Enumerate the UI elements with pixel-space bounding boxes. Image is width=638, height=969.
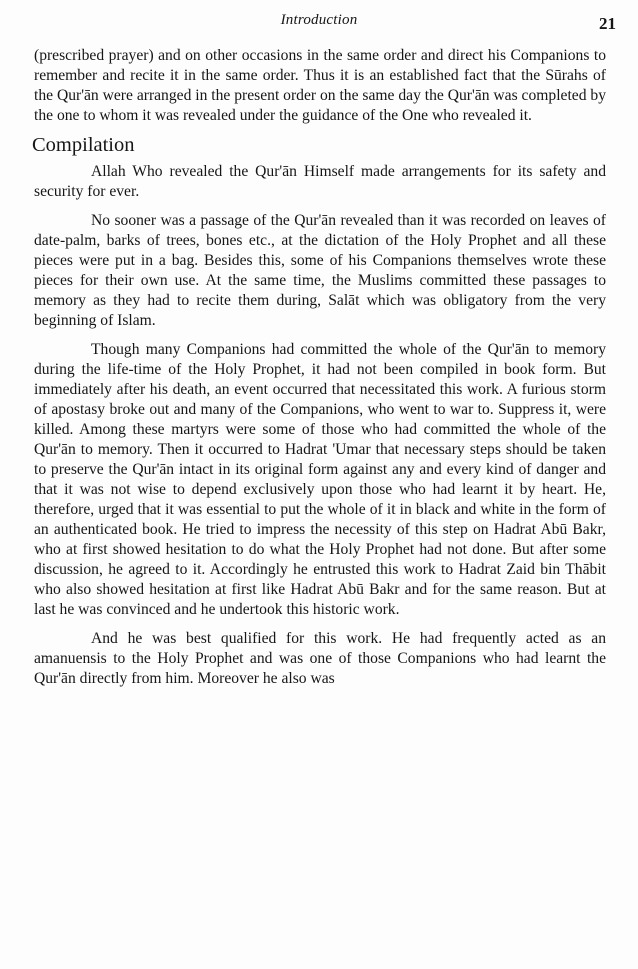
paragraph-continued: (prescribed prayer) and on other occasions in the same order and direct his Companions to remember and recite it in the same order. Thus it is an established fact that the Sūrahs of the Qur'ān were arranged in the present order on the same day the Qur'ān was completed by the one to whom it was revealed under the guidance of the One who revealed it. (34, 47, 606, 124)
paragraph: Though many Companions had committed the whole of the Qur'ān to memory during the life-time of the Holy Prophet, it had not been compiled in book form. But immediately after his death, an event occurred that necessitated this work. A furious storm of apostasy broke out and many of the Companions, who went to war to. Suppress it, were killed. Among these martyrs were some of those who had committed the whole of the Qur'ān to memory. Then it occurred to Hadrat 'Umar that necessary steps should be taken to preserve the Qur'ān intact in its original form against any and every kind of danger and that it was not wise to depend exclusively upon those who had learnt it by heart. He, therefore, urged that it was essential to put the whole of it in black and white in the form of an authenticated book. He tried to impress the necessity of this step on Hadrat Abū Bakr, who at first showed hesitation to do what the Holy Prophet had not done. But after some discussion, he agreed to it. Accordingly he entrusted this work to Hadrat Zaid bin Thābit who also showed hesitation at first like Hadrat Abū Bakr and for the same reason. But at last he was convinced and he undertook this historic work. (34, 341, 606, 618)
running-title: Introduction (280, 12, 358, 28)
paragraph: And he was best qualified for this work. He had frequently acted as an amanuensis to the Holy Prophet and was one of those Companions who had learnt the Qur'ān directly from him. Moreover he also was (34, 630, 606, 687)
page-body (34, 46, 606, 689)
section-heading: Compilation (32, 134, 135, 156)
paragraph: Allah Who revealed the Qur'ān Himself made arrangements for its safety and security for ever. (34, 163, 606, 200)
page-number: 21 (599, 14, 616, 33)
paragraph: No sooner was a passage of the Qur'ān revealed than it was recorded on leaves of date-palm, barks of trees, bones etc., at the dictation of the Holy Prophet and all these pieces were put in a bag. Besides this, some of his Companions themselves wrote these pieces for their own use. At the same time, the Muslims committed these passages to memory as they had to recite them during, Salāt which was obligatory from the very beginning of Islam. (34, 212, 606, 329)
